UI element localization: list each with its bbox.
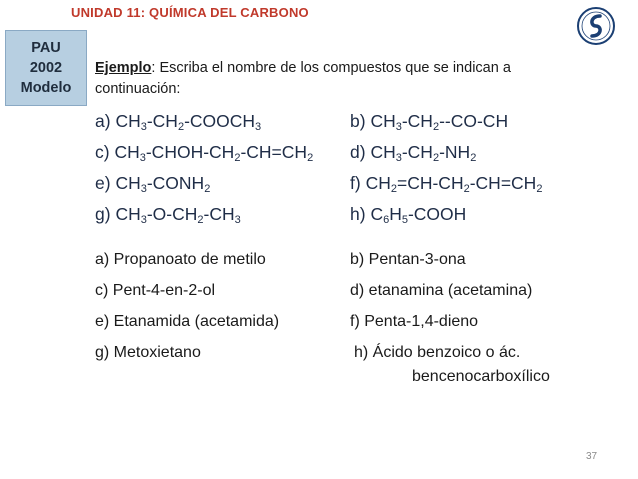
badge-line-2: 2002 [29, 60, 63, 76]
formula-c: c) $CH_3-CHOH-CH_2-CH=CH_2$ [95, 142, 314, 164]
answer-g: g) Metoxietano [95, 344, 201, 361]
answer-f: f) Penta-1,4-dieno [350, 313, 479, 330]
formula-label: f) [350, 173, 361, 193]
header-title: UNIDAD 11: QUÍMICA DEL CARBONO [71, 5, 309, 20]
formula-d: d) $CH_3-CH_2-NH_2$ [350, 142, 477, 164]
formula-label: a) [95, 111, 111, 131]
formula-g: g) $CH_3-O-CH_2-CH_3$ [95, 204, 241, 226]
formula-label: b) [350, 111, 366, 131]
answer-a: a) Propanoato de metilo [95, 251, 266, 268]
page-number: 37 [586, 451, 598, 462]
formula-e: e) $CH_3-CONH_2$ [95, 173, 211, 195]
publisher-seal-icon [576, 4, 616, 48]
formula-b: b) $CH_3-CH_2--CO-CH$ [350, 111, 509, 133]
badge-line-3: Modelo [20, 80, 72, 96]
answer-e: e) Etanamida (acetamida) [95, 313, 280, 330]
formula-f: f) $CH_2=CH-CH_2-CH=CH_2$ [350, 173, 543, 195]
example-statement [95, 58, 565, 100]
answer-h: h) Ácido benzoico o ác. [354, 344, 521, 361]
answer-b: b) Pentan-3-ona [350, 251, 466, 268]
formula-a: a) $CH_3-CH_2-COOCH_3$ [95, 111, 262, 133]
formula-label: c) [95, 142, 110, 162]
example-keyword: Ejemplo [95, 60, 152, 76]
pau-badge [5, 30, 87, 106]
answer-d: d) etanamina (acetamina) [350, 282, 533, 299]
formula-label: e) [95, 173, 111, 193]
formula-label: h) [350, 204, 366, 224]
formula-label: d) [350, 142, 366, 162]
formula-h: h) $C_6H_5$-COOH [350, 204, 467, 226]
answer-c: c) Pent-4-en-2-ol [95, 282, 216, 299]
badge-line-1: PAU [31, 40, 61, 56]
answer-h-continuation: bencenocarboxílico [412, 368, 550, 385]
formula-label: g) [95, 204, 111, 224]
example-text: : Escriba el nombre de los compuestos que se indican a continuación: [95, 60, 511, 97]
